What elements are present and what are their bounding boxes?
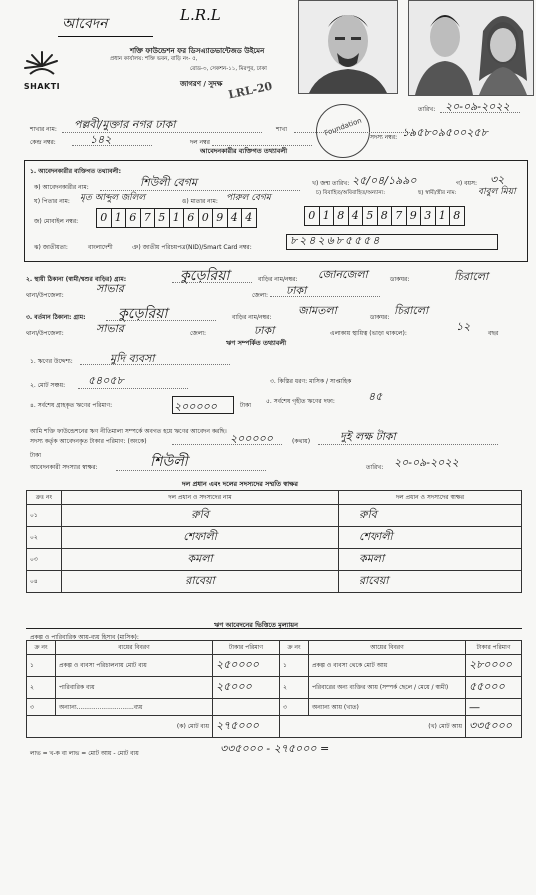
mobile-digits-1 bbox=[96, 208, 257, 228]
taka-label: টাকা bbox=[30, 452, 41, 459]
group-serial: ০৩ bbox=[27, 549, 62, 571]
mobile-digit: 9 bbox=[213, 209, 228, 227]
present-thana-label: থানা/উপজেলা: bbox=[26, 330, 64, 337]
personal-heading: ১. আবেদনকারীর ব্যক্তিগত তথ্যাবলী: bbox=[30, 168, 122, 175]
total-inc-label: (খ) মোট আয় bbox=[280, 716, 466, 738]
group-row bbox=[27, 549, 522, 571]
spouse-label: ছ) স্বামী/স্ত্রীর নাম: bbox=[418, 190, 457, 196]
branch-label: শাখার নাম: bbox=[30, 126, 57, 133]
present-post-value: চিরালো bbox=[394, 304, 429, 317]
applicant-section-title: আবেদনকারীর ব্যক্তিগত তথ্যাবলী bbox=[200, 147, 288, 155]
member-label: সদস্য নম্বর: bbox=[370, 134, 398, 141]
perm-post-label: ডাকঘর: bbox=[390, 276, 410, 283]
mobile-digit-2: 5 bbox=[363, 207, 378, 225]
date-value: ২০-০৯-২০২২ bbox=[445, 100, 510, 113]
requested-value: ২০০০০০ bbox=[230, 432, 273, 445]
group-label: দল নম্বর bbox=[190, 139, 210, 146]
mobile-digit-2: 8 bbox=[450, 207, 465, 225]
mobile-digit-2: 4 bbox=[349, 207, 364, 225]
group-title: দল প্রধান এবং দলের সদস্যদের সম্মতি স্বাক্ষর bbox=[182, 480, 298, 488]
name-label: ক) আবেদনকারীর নাম: bbox=[34, 184, 89, 191]
dob-value: ২৫/০৪/১৯৯০ bbox=[352, 174, 417, 187]
mobile-digit: 4 bbox=[242, 209, 257, 227]
evaluation-table bbox=[26, 640, 522, 738]
eval-serial: ১ bbox=[27, 655, 56, 677]
group-member-sign: কমলা bbox=[339, 549, 522, 571]
eval-income-amount: — bbox=[466, 699, 522, 716]
mobile-digits-2 bbox=[304, 206, 465, 226]
mobile-digit: 6 bbox=[184, 209, 199, 227]
savings-label: ২. মোট সঞ্চয়: bbox=[30, 382, 66, 389]
mobile-digit: 4 bbox=[228, 209, 243, 227]
profit-label: লাভ = খ-ক বা লাভ = মোট আয় - মোট ব্যয় bbox=[30, 750, 139, 757]
eval-expense: পারিবারিক ব্যয় bbox=[56, 677, 213, 699]
perm-post-value: চিরালো bbox=[454, 270, 489, 283]
mother-value: পারুল বেগম bbox=[226, 193, 271, 203]
present-house-label: বাড়ির নাম/নম্বর: bbox=[232, 314, 272, 321]
total-exp-label: (ক) মোট ব্যয় bbox=[27, 716, 213, 738]
signature-label: আবেদনকারী সদস্যার স্বাক্ষর: bbox=[30, 464, 98, 471]
eval-row bbox=[27, 699, 522, 716]
branch-label-2: শাখা bbox=[276, 126, 287, 133]
present-duration-value: ১২ bbox=[456, 320, 471, 333]
group-table bbox=[26, 490, 522, 593]
eval-income-amount: ৫৫০০০ bbox=[466, 677, 522, 699]
group-member-name: রাবেয়া bbox=[62, 571, 339, 593]
corner-code: L.R.L bbox=[180, 6, 221, 24]
mobile-digit: 1 bbox=[170, 209, 185, 227]
group-col-serial: ক্রঃ নং bbox=[27, 491, 62, 505]
perm-house-value: জোনজেলা bbox=[318, 268, 368, 281]
nationality-label: ঝ) জাতীয়তা: bbox=[34, 244, 68, 251]
eval-serial: ২ bbox=[27, 677, 56, 699]
spouse-value: বাবুল মিয়া bbox=[478, 187, 516, 197]
eval-income-amount: ২৮০০০০ bbox=[466, 655, 522, 677]
group-col-name: দল প্রধান ও সদস্যদের নাম bbox=[62, 491, 339, 505]
loan-date-label: তারিখ: bbox=[366, 464, 384, 471]
loan-date-value: ২০-০৯-২০২২ bbox=[394, 456, 459, 469]
branch-value: পল্লবী/মুক্তার নগর ঢাকা bbox=[74, 118, 176, 131]
shakti-logo bbox=[22, 48, 62, 92]
perm-district-label: জেলা: bbox=[252, 292, 269, 299]
mobile-digit: 7 bbox=[141, 209, 156, 227]
eval-row bbox=[27, 655, 522, 677]
evaluation-subtitle: প্রকল্প ও পারিবারিক আয়-ব্যয় হিসাব (মাসিক): bbox=[30, 634, 139, 641]
mobile-digit-2: 1 bbox=[320, 207, 335, 225]
dob-label: খ) জন্ম তারিখ: bbox=[312, 180, 350, 187]
present-village: কুড়েরিয়া bbox=[118, 306, 168, 322]
perm-thana-label: থানা/উপজেলা: bbox=[26, 292, 64, 299]
eval-col-expense: ব্যয়ের বিবরণ bbox=[56, 641, 213, 655]
loan-section-title: ঋণ সম্পর্কিত তথ্যাবলী bbox=[226, 339, 287, 347]
form-title: জাগরণ / সুদক্ষ bbox=[180, 80, 223, 88]
group-member-name: কমলা bbox=[62, 549, 339, 571]
signature-value: শিউলী bbox=[150, 454, 188, 470]
lrl-stamp: LRL-20 bbox=[227, 79, 274, 102]
nid-value: ৮২৪২৬৮৫৫৫৪ bbox=[290, 234, 382, 247]
mobile-digit: 1 bbox=[112, 209, 127, 227]
mobile-digit-2: 1 bbox=[436, 207, 451, 225]
words-label: (কথায়) bbox=[292, 438, 311, 445]
perm-thana-value: সাভার bbox=[96, 282, 124, 295]
present-district-label: জেলা: bbox=[190, 330, 207, 337]
org-address-2: রোড-৩, সেকশন-১১, মিরপুর, ঢাকা bbox=[190, 66, 267, 72]
present-district-value: ঢাকা bbox=[254, 324, 275, 337]
group-col-sign: দল প্রধান ও সদস্যদের স্বাক্ষর bbox=[339, 491, 522, 505]
mobile-digit: 0 bbox=[97, 209, 112, 227]
present-post-label: ডাকঘর: bbox=[370, 314, 390, 321]
logo-text: SHAKTI bbox=[23, 82, 61, 91]
member-value: ১৯৫৮০৯৫০০২৫৮ bbox=[402, 126, 488, 139]
nationality-value: বাংলাদেশী bbox=[88, 244, 113, 251]
eval-expense: প্রকল্প ও ব্যবসা পরিচালনায় মোট ব্যয় bbox=[56, 655, 213, 677]
age-value: ৩২ bbox=[490, 173, 505, 186]
age-label: গ) বয়স: bbox=[456, 180, 478, 187]
group-serial: ০১ bbox=[27, 505, 62, 527]
mobile-label: জ) মোবাইল নম্বর: bbox=[34, 218, 79, 225]
present-thana-value: সাভার bbox=[96, 322, 124, 335]
last-cycle-value: ৪৫ bbox=[368, 390, 383, 403]
savings-value: ৫৪০৫৮ bbox=[88, 374, 124, 387]
words-value: দুই লক্ষ টাকা bbox=[340, 430, 396, 443]
max-loan-label: ৪. সর্বশেষ গ্রাহকৃত ঋণের পরিমাণ: bbox=[30, 402, 113, 409]
group-member-sign: রাবেয়া bbox=[339, 571, 522, 593]
group-row bbox=[27, 505, 522, 527]
eval-col-serial-2: ক্র নং bbox=[280, 641, 309, 655]
declaration-text: আমি শক্তি ফাউন্ডেশনের ঋণ নীতিমালা সম্পর্কে অবগত হয়ে ঋণের আবেদন করছি। bbox=[30, 428, 227, 435]
mobile-digit: 6 bbox=[126, 209, 141, 227]
eval-expense-amount: ২৫০০০ bbox=[213, 677, 280, 699]
group-member-name: রুবি bbox=[62, 505, 339, 527]
mobile-digit-2: 7 bbox=[392, 207, 407, 225]
group-row bbox=[27, 571, 522, 593]
father-label: ঘ) পিতার নাম: bbox=[34, 198, 70, 205]
mobile-digit-2: 3 bbox=[421, 207, 436, 225]
present-year-label: বছর bbox=[488, 330, 499, 337]
perm-address-label: ২. স্থায়ী ঠিকানা (স্বামী/শ্বশুর বাড়ির) গ্রাম: bbox=[26, 276, 127, 283]
eval-row bbox=[27, 677, 522, 699]
mobile-digit-2: 9 bbox=[407, 207, 422, 225]
perm-house-label: বাড়ির নাম/নম্বর: bbox=[258, 276, 298, 283]
eval-income: প্রকল্প ও ব্যবসা থেকে মোট আয় bbox=[309, 655, 466, 677]
purpose-label: ১. ঋণের উদ্দেশ্য: bbox=[30, 358, 73, 365]
mobile-digit-2: 8 bbox=[334, 207, 349, 225]
center-value: ১৪২ bbox=[90, 133, 112, 146]
installment-label: ৩. কিস্তির ধরণ: মাসিক / সাপ্তাহিক bbox=[270, 378, 352, 385]
group-row bbox=[27, 527, 522, 549]
present-house-value: জামতলা bbox=[298, 304, 337, 317]
group-serial: ০৪ bbox=[27, 571, 62, 593]
applicant-photo bbox=[298, 0, 398, 94]
nominee-photo bbox=[408, 0, 534, 96]
eval-col-amount-2: টাকার পরিমাণ bbox=[466, 641, 522, 655]
total-exp-value: ২৭৫০০০ bbox=[213, 716, 280, 738]
sun-logo-icon bbox=[22, 48, 62, 80]
perm-village: কুড়েরিয়া bbox=[180, 268, 230, 284]
eval-col-serial: ক্র নং bbox=[27, 641, 56, 655]
mobile-digit: 0 bbox=[199, 209, 214, 227]
date-label: তারিখ: bbox=[418, 106, 436, 113]
group-member-sign: রুবি bbox=[339, 505, 522, 527]
eval-income: পরিবারের অন্য ব্যক্তির আয় (সম্পর্ক ছেলে / মেয়ে / স্বামী) bbox=[309, 677, 466, 699]
perm-district-value: ঢাকা bbox=[286, 284, 307, 297]
mobile-digit-2: 8 bbox=[378, 207, 393, 225]
center-label: কেন্দ্র নম্বর: bbox=[30, 139, 56, 146]
eval-col-amount: টাকার পরিমাণ bbox=[213, 641, 280, 655]
marital-label: চ) বিবাহিত/অবিবাহিত/অন্যান্য: bbox=[316, 190, 386, 196]
evaluation-title: ঋণ আবেদনের ভিত্তিতে মূল্যায়ন bbox=[214, 621, 299, 629]
max-loan-value: ২০০০০০ bbox=[174, 400, 217, 413]
eval-serial-2: ১ bbox=[280, 655, 309, 677]
total-inc-value: ৩৩৫০০০ bbox=[466, 716, 522, 738]
org-address-1: প্রধান কার্যালয়: শক্তি ভবন, বাড়ি নং- ৫, bbox=[110, 56, 198, 62]
eval-serial-2: ৩ bbox=[280, 699, 309, 716]
org-name: শক্তি ফাউন্ডেশন ফর ডিসএ্যাডভান্টেজড উইমেন bbox=[130, 47, 265, 55]
eval-serial: ৩ bbox=[27, 699, 56, 716]
eval-col-income: আয়ের বিবরণ bbox=[309, 641, 466, 655]
eval-expense: অন্যান্য..............................ব্যয় bbox=[56, 699, 213, 716]
group-member-name: শেফালী bbox=[62, 527, 339, 549]
requested-label: সদস্য কর্তৃক আবেদনকৃত টাকার পরিমাণ: (অংকে) bbox=[30, 438, 147, 445]
max-loan-unit: টাকা bbox=[240, 402, 251, 409]
eval-expense-amount: ২৫০০০০ bbox=[213, 655, 280, 677]
nid-label: ঞ) জাতীয় পরিচয়পত্র(NID)/Smart Card নম্বর: bbox=[132, 244, 252, 251]
eval-serial-2: ২ bbox=[280, 677, 309, 699]
present-address-label: ৩. বর্তমান ঠিকানা: গ্রাম: bbox=[26, 314, 86, 321]
foundation-seal bbox=[316, 104, 370, 158]
mobile-digit-2: 0 bbox=[305, 207, 320, 225]
group-serial: ০২ bbox=[27, 527, 62, 549]
corner-note: আবেদন bbox=[62, 16, 108, 32]
purpose-value: মুদি ব্যবসা bbox=[110, 352, 155, 365]
present-duration-label: এলাকায় স্থায়িত্ব (ভাড়া থাকলে): bbox=[330, 330, 407, 337]
profit-value: ৩৩৫০০০ - ২৭৫০০০ = bbox=[220, 742, 330, 755]
name-value: শিউলী বেগম bbox=[140, 176, 197, 189]
last-cycle-label: ৫. সর্বশেষ গৃহীত ঋণের দফা: bbox=[266, 398, 335, 405]
eval-income: অন্যান্য আয় (খাত) bbox=[309, 699, 466, 716]
seal-text: Foundation bbox=[323, 116, 363, 138]
group-member-sign: শেফালী bbox=[339, 527, 522, 549]
mobile-digit: 5 bbox=[155, 209, 170, 227]
father-value: মৃত আব্দুল জলিল bbox=[80, 193, 146, 203]
mother-label: ঙ) মাতার নাম: bbox=[182, 198, 218, 205]
eval-expense-amount bbox=[213, 699, 280, 716]
